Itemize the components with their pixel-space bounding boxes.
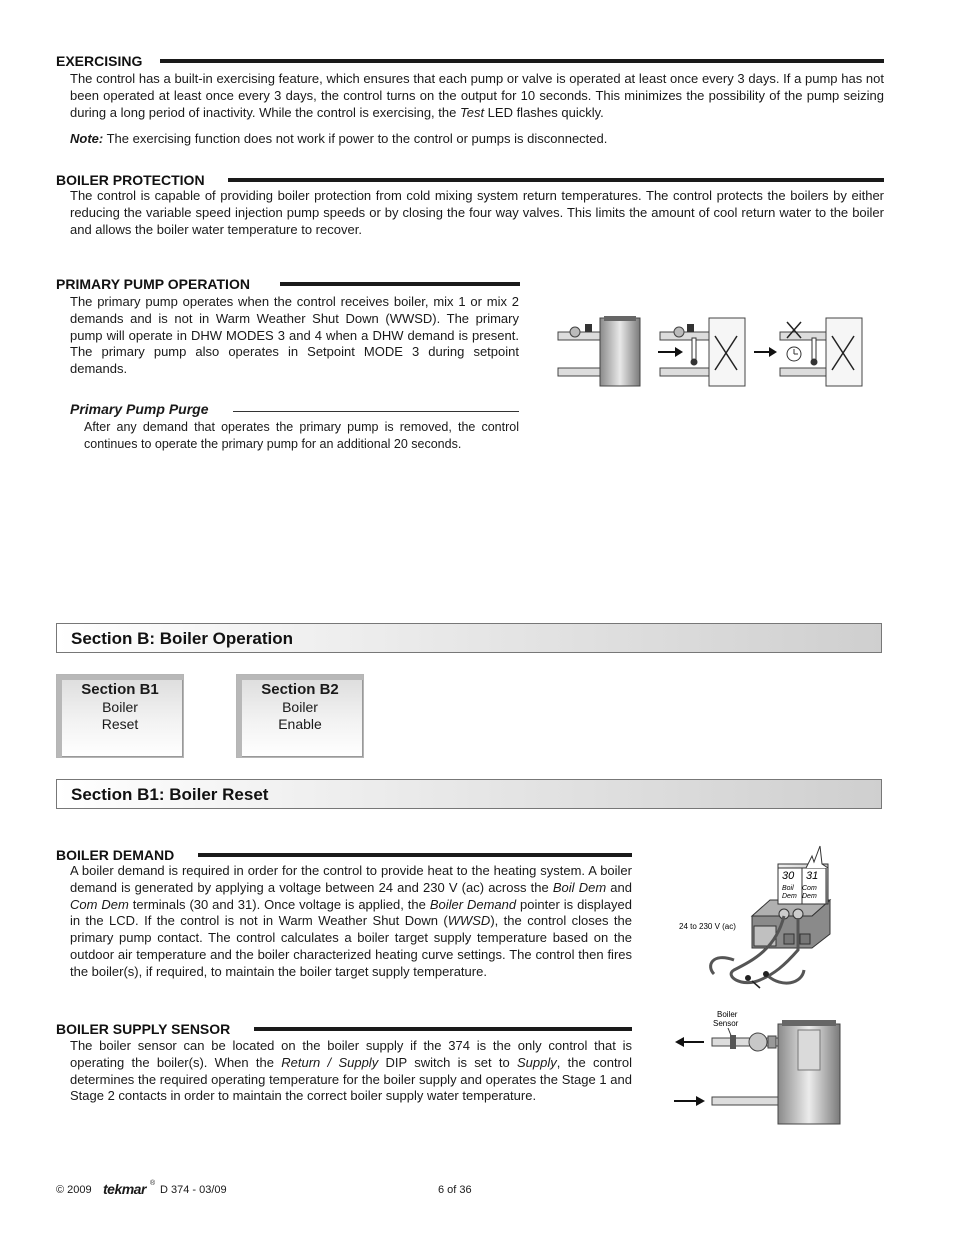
- section-b1-header: [56, 779, 882, 809]
- sensor-label-1: Boiler: [717, 1010, 738, 1019]
- boiler-supply-sensor-rule: [254, 1027, 632, 1031]
- boiler-demand-rule: [198, 853, 632, 857]
- sensor-label-2: Sensor: [713, 1019, 739, 1028]
- terminal-31-sub2: Dem: [802, 893, 817, 900]
- terminal-31-label: 31: [806, 870, 819, 882]
- terminal-30-label: 30: [782, 870, 795, 882]
- section-b1-line1: Boiler: [102, 699, 138, 715]
- section-b2-line1: Boiler: [282, 699, 318, 715]
- boiler-demand-diagram: [672, 838, 854, 1000]
- primary-pump-purge-heading: Primary Pump Purge: [70, 401, 209, 417]
- exercising-note: Note: The exercising function does not work if power to the control or pumps is disconnected.: [70, 131, 608, 146]
- section-b2-title: Section B2: [261, 681, 339, 698]
- section-b1-line2: Reset: [101, 716, 139, 732]
- purge-rule: [233, 411, 519, 412]
- section-b-title: Section B: Boiler Operation: [71, 629, 293, 648]
- footer-doc-number: D 374 - 03/09: [160, 1184, 227, 1196]
- section-b1-link[interactable]: [56, 674, 184, 758]
- arrow-right-icon: [674, 1096, 705, 1106]
- terminal-30-sub1: Boil: [782, 885, 794, 892]
- boiler-protection-rule: [228, 178, 884, 182]
- arrow-left-icon: [675, 1037, 704, 1047]
- boiler-demand-heading: BOILER DEMAND: [56, 847, 175, 863]
- terminal-31-sub1: Com: [802, 885, 817, 892]
- section-b-header: [56, 623, 882, 653]
- primary-pump-rule: [280, 282, 520, 286]
- exercising-heading: EXERCISING: [56, 53, 143, 69]
- boiler-protection-heading: BOILER PROTECTION: [56, 172, 205, 188]
- arrow-right-icon: [754, 347, 777, 357]
- section-b1-title: Section B1: [81, 681, 159, 698]
- primary-pump-body: The primary pump operates when the control receives boiler, mix 1 or mix 2 demands and is not in Warm Weather Shut Down (WWSD). The primary pump will operate in DHW MODES 3 and 4 when a DHW demand is present. The primary pump also operates in Setpoint MODE 3 during setpoint demands.: [70, 294, 519, 377]
- footer-page-number: 6 of 36: [438, 1184, 472, 1196]
- tekmar-logo: tekmar: [103, 1181, 146, 1197]
- exercising-body: The control has a built-in exercising feature, which ensures that each pump or valve is operated at least once every 3 days. If a pump has not been operated at least once every 3 days, the control turns on the output for 10 seconds. This minimizes the possibility of the pump seizing during a long period of inactivity. While the control is exercising, the Test LED flashes quickly.: [70, 71, 884, 120]
- primary-pump-heading: PRIMARY PUMP OPERATION: [56, 276, 250, 292]
- arrow-right-icon: [658, 347, 683, 357]
- primary-pump-purge-body: After any demand that operates the primary pump is removed, the control continues to operate the primary pump for an additional 20 seconds.: [84, 420, 519, 451]
- voltage-label: 24 to 230 V (ac): [679, 922, 736, 931]
- boiler-supply-sensor-heading: BOILER SUPPLY SENSOR: [56, 1021, 231, 1037]
- terminal-30-sub2: Dem: [782, 893, 797, 900]
- section-b2-line2: Enable: [278, 716, 322, 732]
- section-b2-link[interactable]: [236, 674, 364, 758]
- boiler-protection-body: The control is capable of providing boiler protection from cold mixing system return temperatures. The control protects the boilers by either reducing the variable speed injection pump speeds or by closing the four way valves. This limits the amount of cool return water to the boiler and allows the boiler water temperature to recover.: [70, 188, 884, 237]
- boiler-running-icon: [558, 316, 640, 386]
- primary-pump-diagram: [555, 314, 867, 390]
- section-b1-header-title: Section B1: Boiler Reset: [71, 785, 269, 804]
- boiler-supply-sensor-body: The boiler sensor can be located on the boiler supply if the 374 is the only control that is operating the boiler(s). When the Return / Supply DIP switch is set to Supply, the control determines the required operating temperature for the boiler supply and operates the Stage 1 and Stage 2 contacts in order to maintain the correct boiler supply water temperature.: [70, 1038, 633, 1104]
- boiler-demand-body: A boiler demand is required in order for the control to provide heat to the heating system. A boiler demand is generated by applying a voltage between 24 and 230 V (ac) across the Boil Dem and Com Dem terminals (30 and 31). Once voltage is applied, the Boiler Demand pointer is displayed in the LCD. If the control is not in Warm Weather Shut Down (WWSD), the control closes the primary pump contact. The control calculates a boiler target supply temperature based on the outdoor air temperature and the boiler characterized heating curve settings. The control then fires the boiler(s), if required, to maintain the boiler target supply temperature.: [70, 863, 632, 979]
- footer-copyright: © 2009: [56, 1184, 92, 1196]
- registered-mark: ®: [150, 1180, 156, 1187]
- exercising-rule: [160, 59, 884, 63]
- boiler-sensor-diagram: [670, 1008, 860, 1128]
- boiler-off-pump-off-icon: [780, 318, 862, 386]
